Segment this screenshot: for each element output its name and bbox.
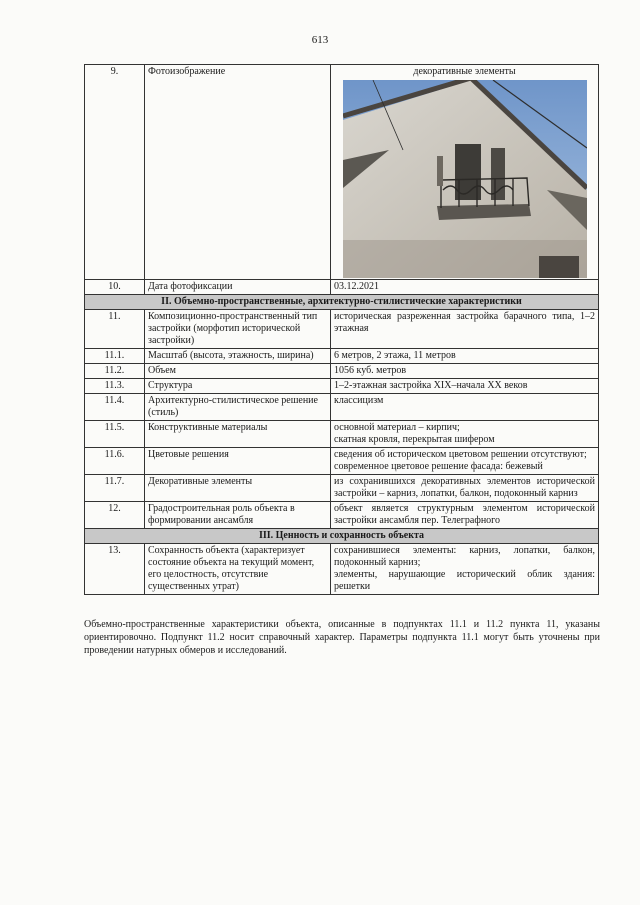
row-label: Декоративные элементы [145,475,331,502]
value-line: современное цветовое решение фасада: бежевый [334,461,543,472]
value-line: сведения об историческом цветовом решении отсутствуют; [334,449,587,460]
table-row [85,364,599,379]
row-label: Дата фотофиксации [145,280,331,295]
table-row [85,502,599,529]
table-row [85,379,599,394]
row-value: историческая разреженная застройка барачного типа, 1–2 этажная [331,310,599,349]
row-label: Фотоизображение [145,65,331,280]
row-value: 1–2-этажная застройка XIX–начала XX веков [331,379,599,394]
row-number: 11. [85,310,145,349]
row-number: 11.6. [85,448,145,475]
row-number: 11.4. [85,394,145,421]
table-row [85,349,599,364]
table-row [85,310,599,349]
row-number: 10. [85,280,145,295]
section-title: II. Объемно-пространственные, архитектурно-стилистические характеристики [85,295,599,310]
table-row [85,448,599,475]
footnote [84,618,600,657]
page-number: 613 [311,34,329,46]
row-value: 6 метров, 2 этажа, 11 метров [331,349,599,364]
section-title: III. Ценность и сохранность объекта [85,529,599,544]
table-row [85,65,599,280]
row-number: 11.3. [85,379,145,394]
table-row [85,544,599,595]
table-row [85,421,599,448]
row-number: 13. [85,544,145,595]
table-row [85,280,599,295]
photo-caption: декоративные элементы [413,66,516,77]
row-value [331,544,599,595]
row-label: Композиционно-пространственный тип застройки (морфотип исторической застройки) [145,310,331,349]
row-label: Сохранность объекта (характеризует состояние объекта на текущий момент, его целостность, отсутствие существенных утрат) [145,544,331,595]
section-header [85,295,599,310]
row-value: классицизм [331,394,599,421]
row-label: Конструктивные материалы [145,421,331,448]
value-line: сохранившиеся элементы: карниз, лопатки, балкон, подоконный карниз; [334,545,595,568]
row-label: Структура [145,379,331,394]
section-header [85,529,599,544]
row-label: Цветовые решения [145,448,331,475]
row-label: Градостроительная роль объекта в формировании ансамбля [145,502,331,529]
row-number: 9. [85,65,145,280]
row-value: объект является структурным элементом исторической застройки ансамбля пер. Телеграфного [331,502,599,529]
row-value [331,421,599,448]
object-characteristics-table [84,64,599,595]
house-gable-balcony-photo [343,80,587,278]
value-line: скатная кровля, перекрытая шифером [334,434,495,445]
row-value [331,448,599,475]
table-row [85,475,599,502]
table-row [85,394,599,421]
photo-cell [331,65,599,280]
row-value: 03.12.2021 [331,280,599,295]
footnote-text: Объемно-пространственные характеристики объекта, описанные в подпунктах 11.1 и 11.2 пункта 11, указаны ориентировочно. Подпункт 11.2 носит справочный характер. Параметры подпункта 11.1 могут быть уточнены при проведении натурных обмеров и исследований. [84,619,600,656]
row-value: 1056 куб. метров [331,364,599,379]
row-label: Масштаб (высота, этажность, ширина) [145,349,331,364]
value-line: основной материал – кирпич; [334,422,460,433]
row-number: 11.2. [85,364,145,379]
row-number: 11.5. [85,421,145,448]
row-number: 11.7. [85,475,145,502]
row-number: 12. [85,502,145,529]
row-value: из сохранившихся декоративных элементов исторической застройки – карниз, лопатки, балкон, подоконный карниз [331,475,599,502]
value-line: элементы, нарушающие исторический облик здания: решетки [334,569,595,592]
row-label: Объем [145,364,331,379]
row-number: 11.1. [85,349,145,364]
row-label: Архитектурно-стилистическое решение (стиль) [145,394,331,421]
